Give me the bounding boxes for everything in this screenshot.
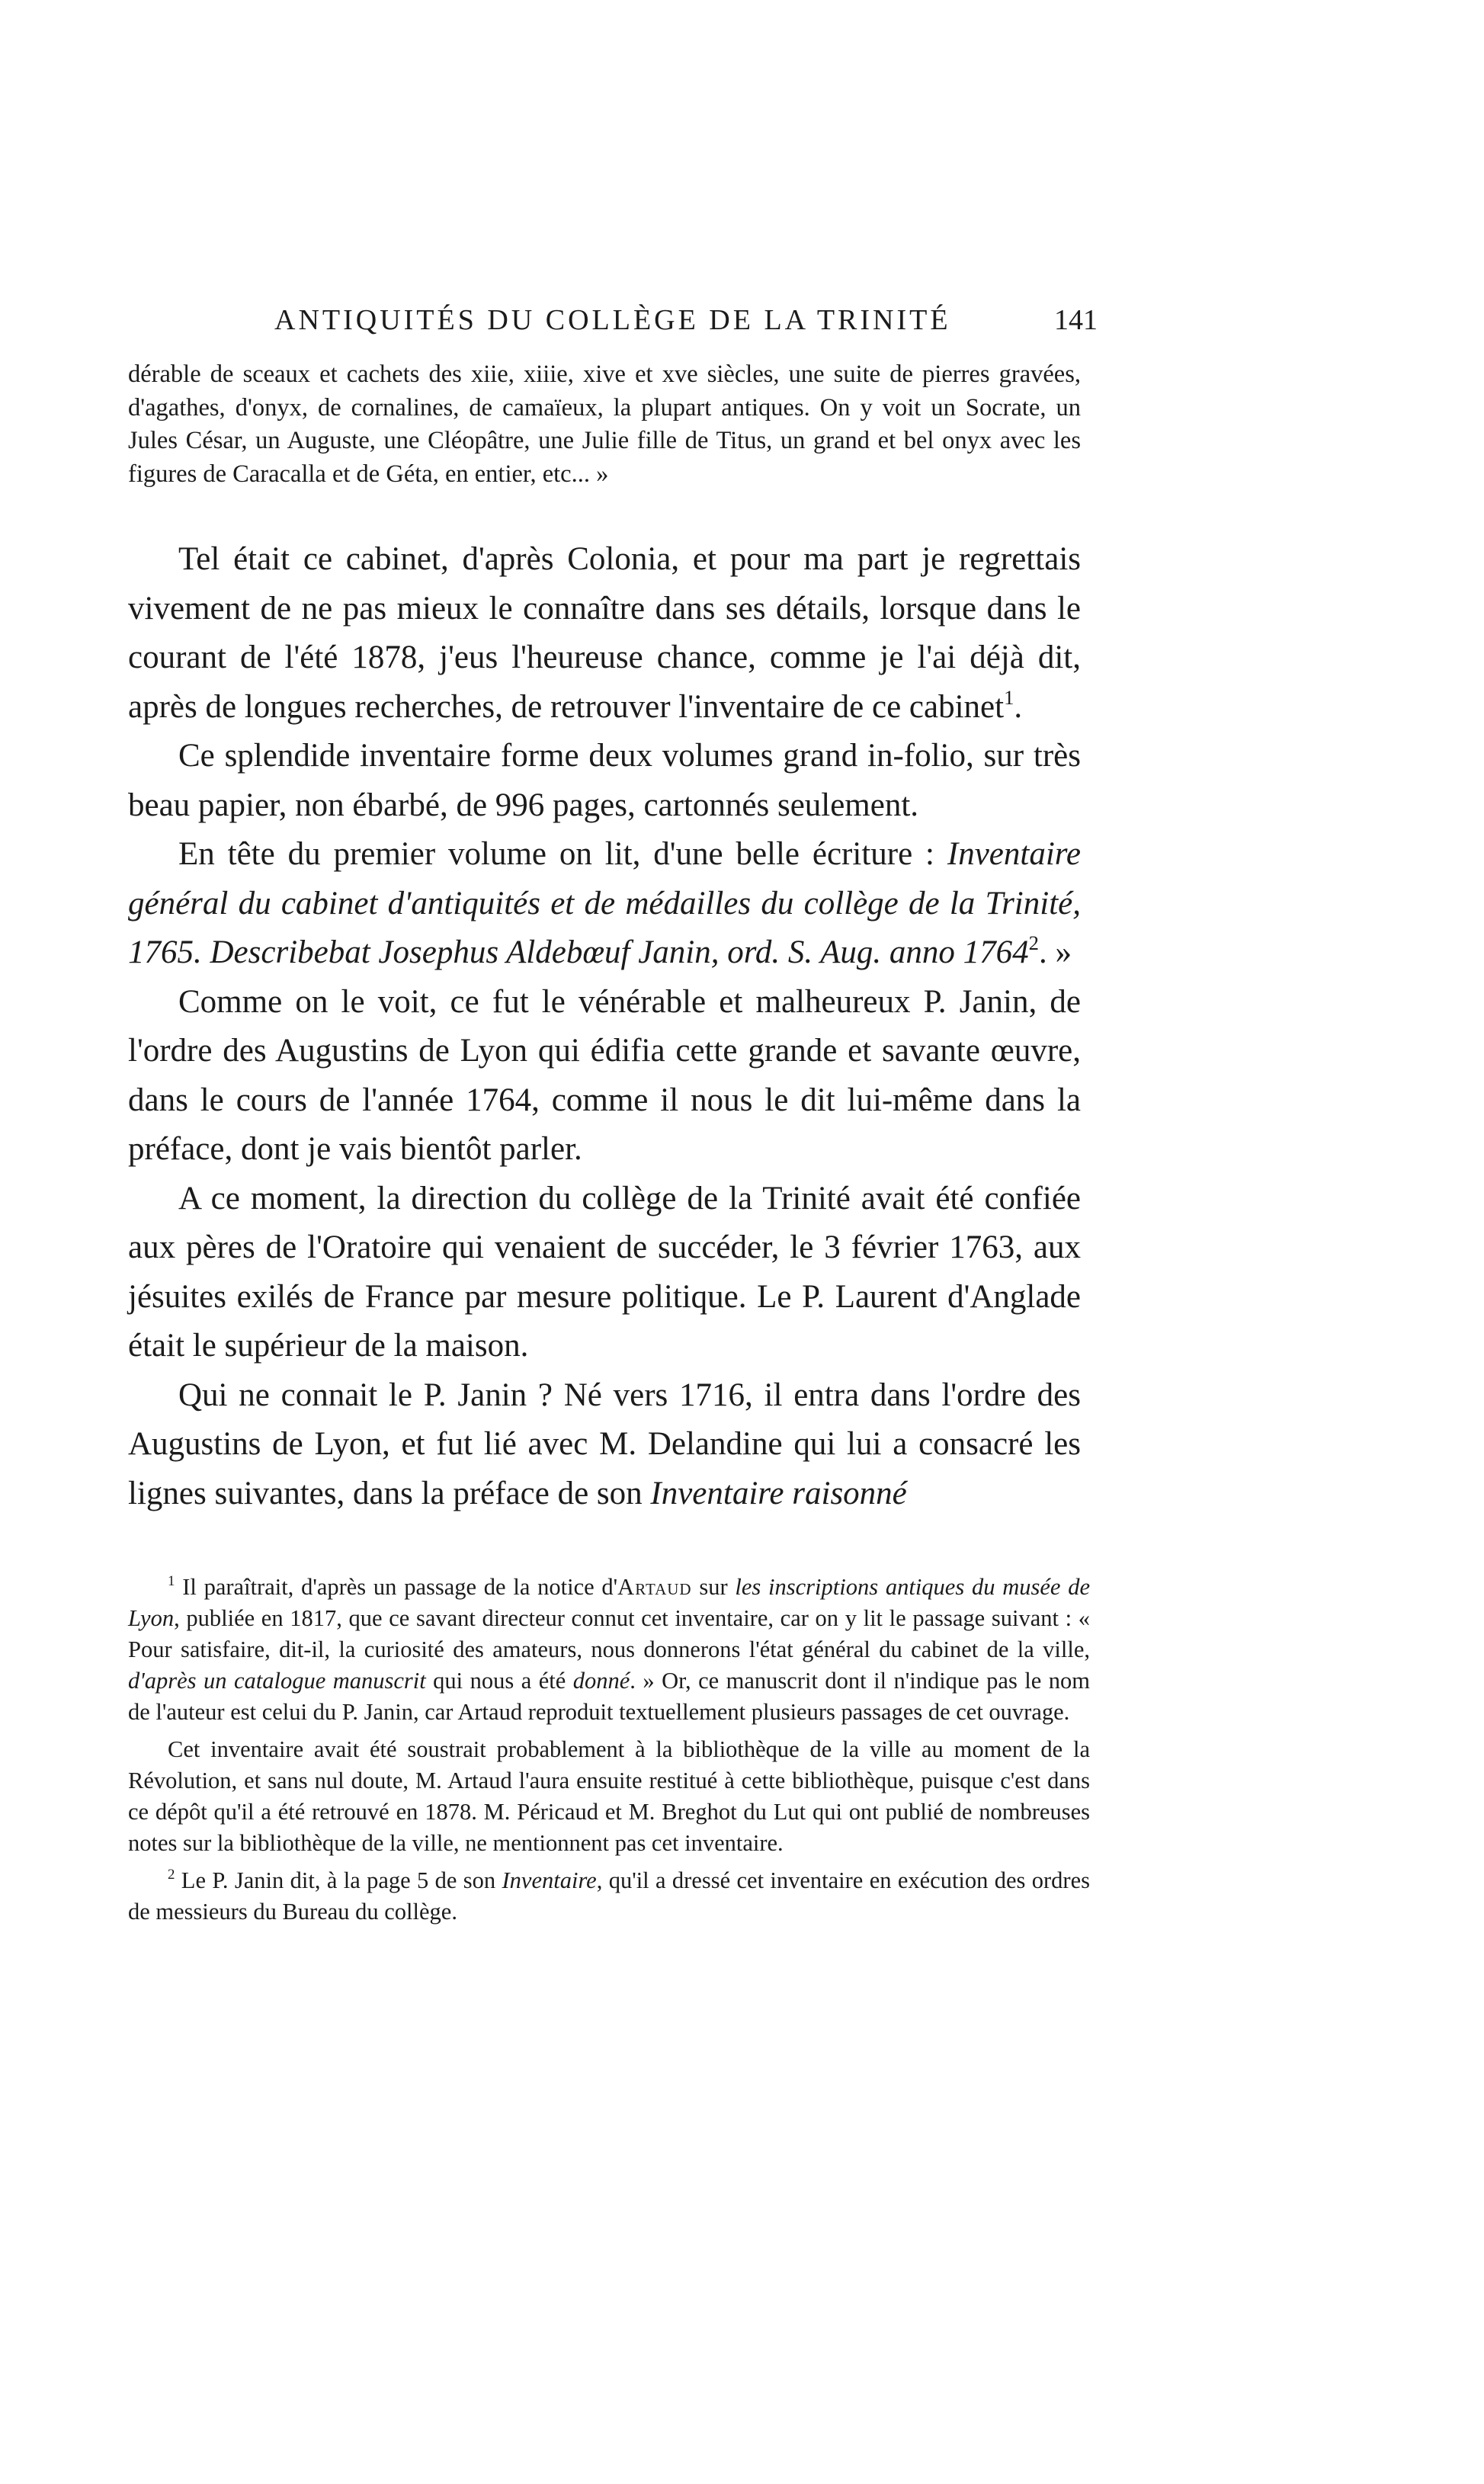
footnotes: [128, 1572, 1090, 1928]
quote-paragraph: dérable de sceaux et cachets des xiie, xiiie, xive et xve siècles, une suite de pierres gravées, d'agathes, d'onyx, de cornalines, de camaïeux, la plupart antiques. On y voit un Socrate, un Jules César, un Auguste, une Cléopâtre, une Julie fille de Titus, un grand et bel onyx avec les figures de Caracalla et de Géta, en entier, etc... »: [128, 361, 1081, 488]
footnote-2-text-a: Le P. Janin dit, à la page 5 de son: [175, 1867, 502, 1893]
paragraph-3-end: . »: [1038, 934, 1072, 970]
footnote-1-italic-phrase: d'après un catalogue manuscrit: [128, 1668, 426, 1694]
footnote-2: [128, 1865, 1090, 1928]
inventory-title: Inventaire général du cabinet d'antiquités et de médailles du collège de la Trinité, 1765. Describebat Josephus Aldebœuf Janin, ord. S. Aug. anno 1764: [128, 836, 1081, 970]
footnote-2-text-b: , qu'il a dressé cet inventaire en exécution des ordres de messieurs du Bureau du collège.: [128, 1867, 1091, 1925]
footnote-1-continuation: Cet inventaire avait été soustrait probablement à la bibliothèque de la ville au moment de la Révolution, et sans nul doute, M. Artaud l'aura ensuite restitué à cette bibliothèque, puisque c'est dans ce dépôt qu'il a été retrouvé en 1878. M. Péricaud et M. Breghot du Lut qui ont publié de nombreuses notes sur la bibliothèque de la ville, ne mentionnent pas cet inventaire.: [128, 1736, 1090, 1856]
page-header: [274, 303, 1098, 349]
footnote-ref-2[interactable]: 2: [1028, 931, 1039, 955]
paragraph-1-end: .: [1014, 688, 1023, 725]
paragraph-5: A ce moment, la direction du collège de la Trinité avait été confiée aux pères de l'Oratoire qui venaient de succéder, le 3 février 1763, aux jésuites exilés de France par mesure politique. Le P. Laurent d'Anglade était le supérieur de la maison.: [128, 1180, 1081, 1364]
paragraph-6-text: Qui ne connait le P. Janin ? Né vers 1716, il entra dans l'ordre des Augustins de Lyon, et fut lié avec M. Delandine qui lui a consacré les lignes suivantes, dans la préface de son: [128, 1377, 1081, 1511]
paragraph-4: Comme on le voit, ce fut le vénérable et malheureux P. Janin, de l'ordre des Augustins de Lyon qui édifia cette grande et savante œuvre, dans le cours de l'année 1764, comme il nous le dit lui-même dans la préface, dont je vais bientôt parler.: [128, 983, 1081, 1167]
footnote-1-work-title: les inscriptions antiques du musée de Lyon: [128, 1574, 1091, 1631]
running-title: ANTIQUITÉS DU COLLÈGE DE LA TRINITÉ: [274, 304, 951, 336]
page-number: 141: [1054, 304, 1098, 336]
quotation-continuation: [128, 358, 1081, 491]
paragraph-1: [128, 535, 1081, 732]
paragraph-1-text: Tel était ce cabinet, d'après Colonia, et pour ma part je regrettais vivement de ne pas mieux le connaître dans ses détails, lorsque dans le courant de l'été 1878, j'eus l'heureuse chance, comme je l'ai déjà dit, après de longues recherches, de retrouver l'inventaire de ce cabinet: [128, 541, 1081, 725]
paragraph-6: [128, 1371, 1081, 1519]
footnote-1-text-a: Il paraîtrait, d'après un passage de la notice d': [175, 1574, 618, 1600]
footnote-1-text-c: , publiée en 1817, que ce savant directeur connut cet inventaire, car on y lit le passage suivant : « Pour satisfaire, dit-il, la curiosité des amateurs, nous donnerons l'état général du cabinet de la ville,: [128, 1605, 1090, 1662]
inventaire-raisonne-title: Inventaire raisonné: [650, 1475, 907, 1511]
footnote-1-text-b: sur: [691, 1574, 736, 1600]
paragraph-3-text: En tête du premier volume on lit, d'une belle écriture :: [178, 836, 947, 872]
author-artaud: Artaud: [617, 1574, 692, 1600]
paragraph-2: Ce splendide inventaire forme deux volumes grand in-folio, sur très beau papier, non ébarbé, de 996 pages, cartonnés seulement.: [128, 738, 1081, 823]
footnote-2-mark: 2: [168, 1866, 175, 1883]
footnote-1-text-e: . » Or, ce manuscrit dont il n'indique pas le nom de l'auteur est celui du P. Janin, car Artaud reproduit textuellement plusieurs passages de cet ouvrage.: [128, 1668, 1090, 1725]
footnote-1-italic-donne: donné: [572, 1668, 630, 1694]
footnote-ref-1[interactable]: 1: [1004, 685, 1014, 709]
footnote-1-text-d: qui nous a été: [425, 1668, 573, 1694]
footnote-2-italic: Inventaire: [502, 1867, 597, 1893]
main-text: [128, 535, 1081, 1518]
paragraph-3: [128, 830, 1081, 978]
footnote-1: [128, 1572, 1090, 1728]
footnote-1-mark: 1: [168, 1572, 175, 1589]
